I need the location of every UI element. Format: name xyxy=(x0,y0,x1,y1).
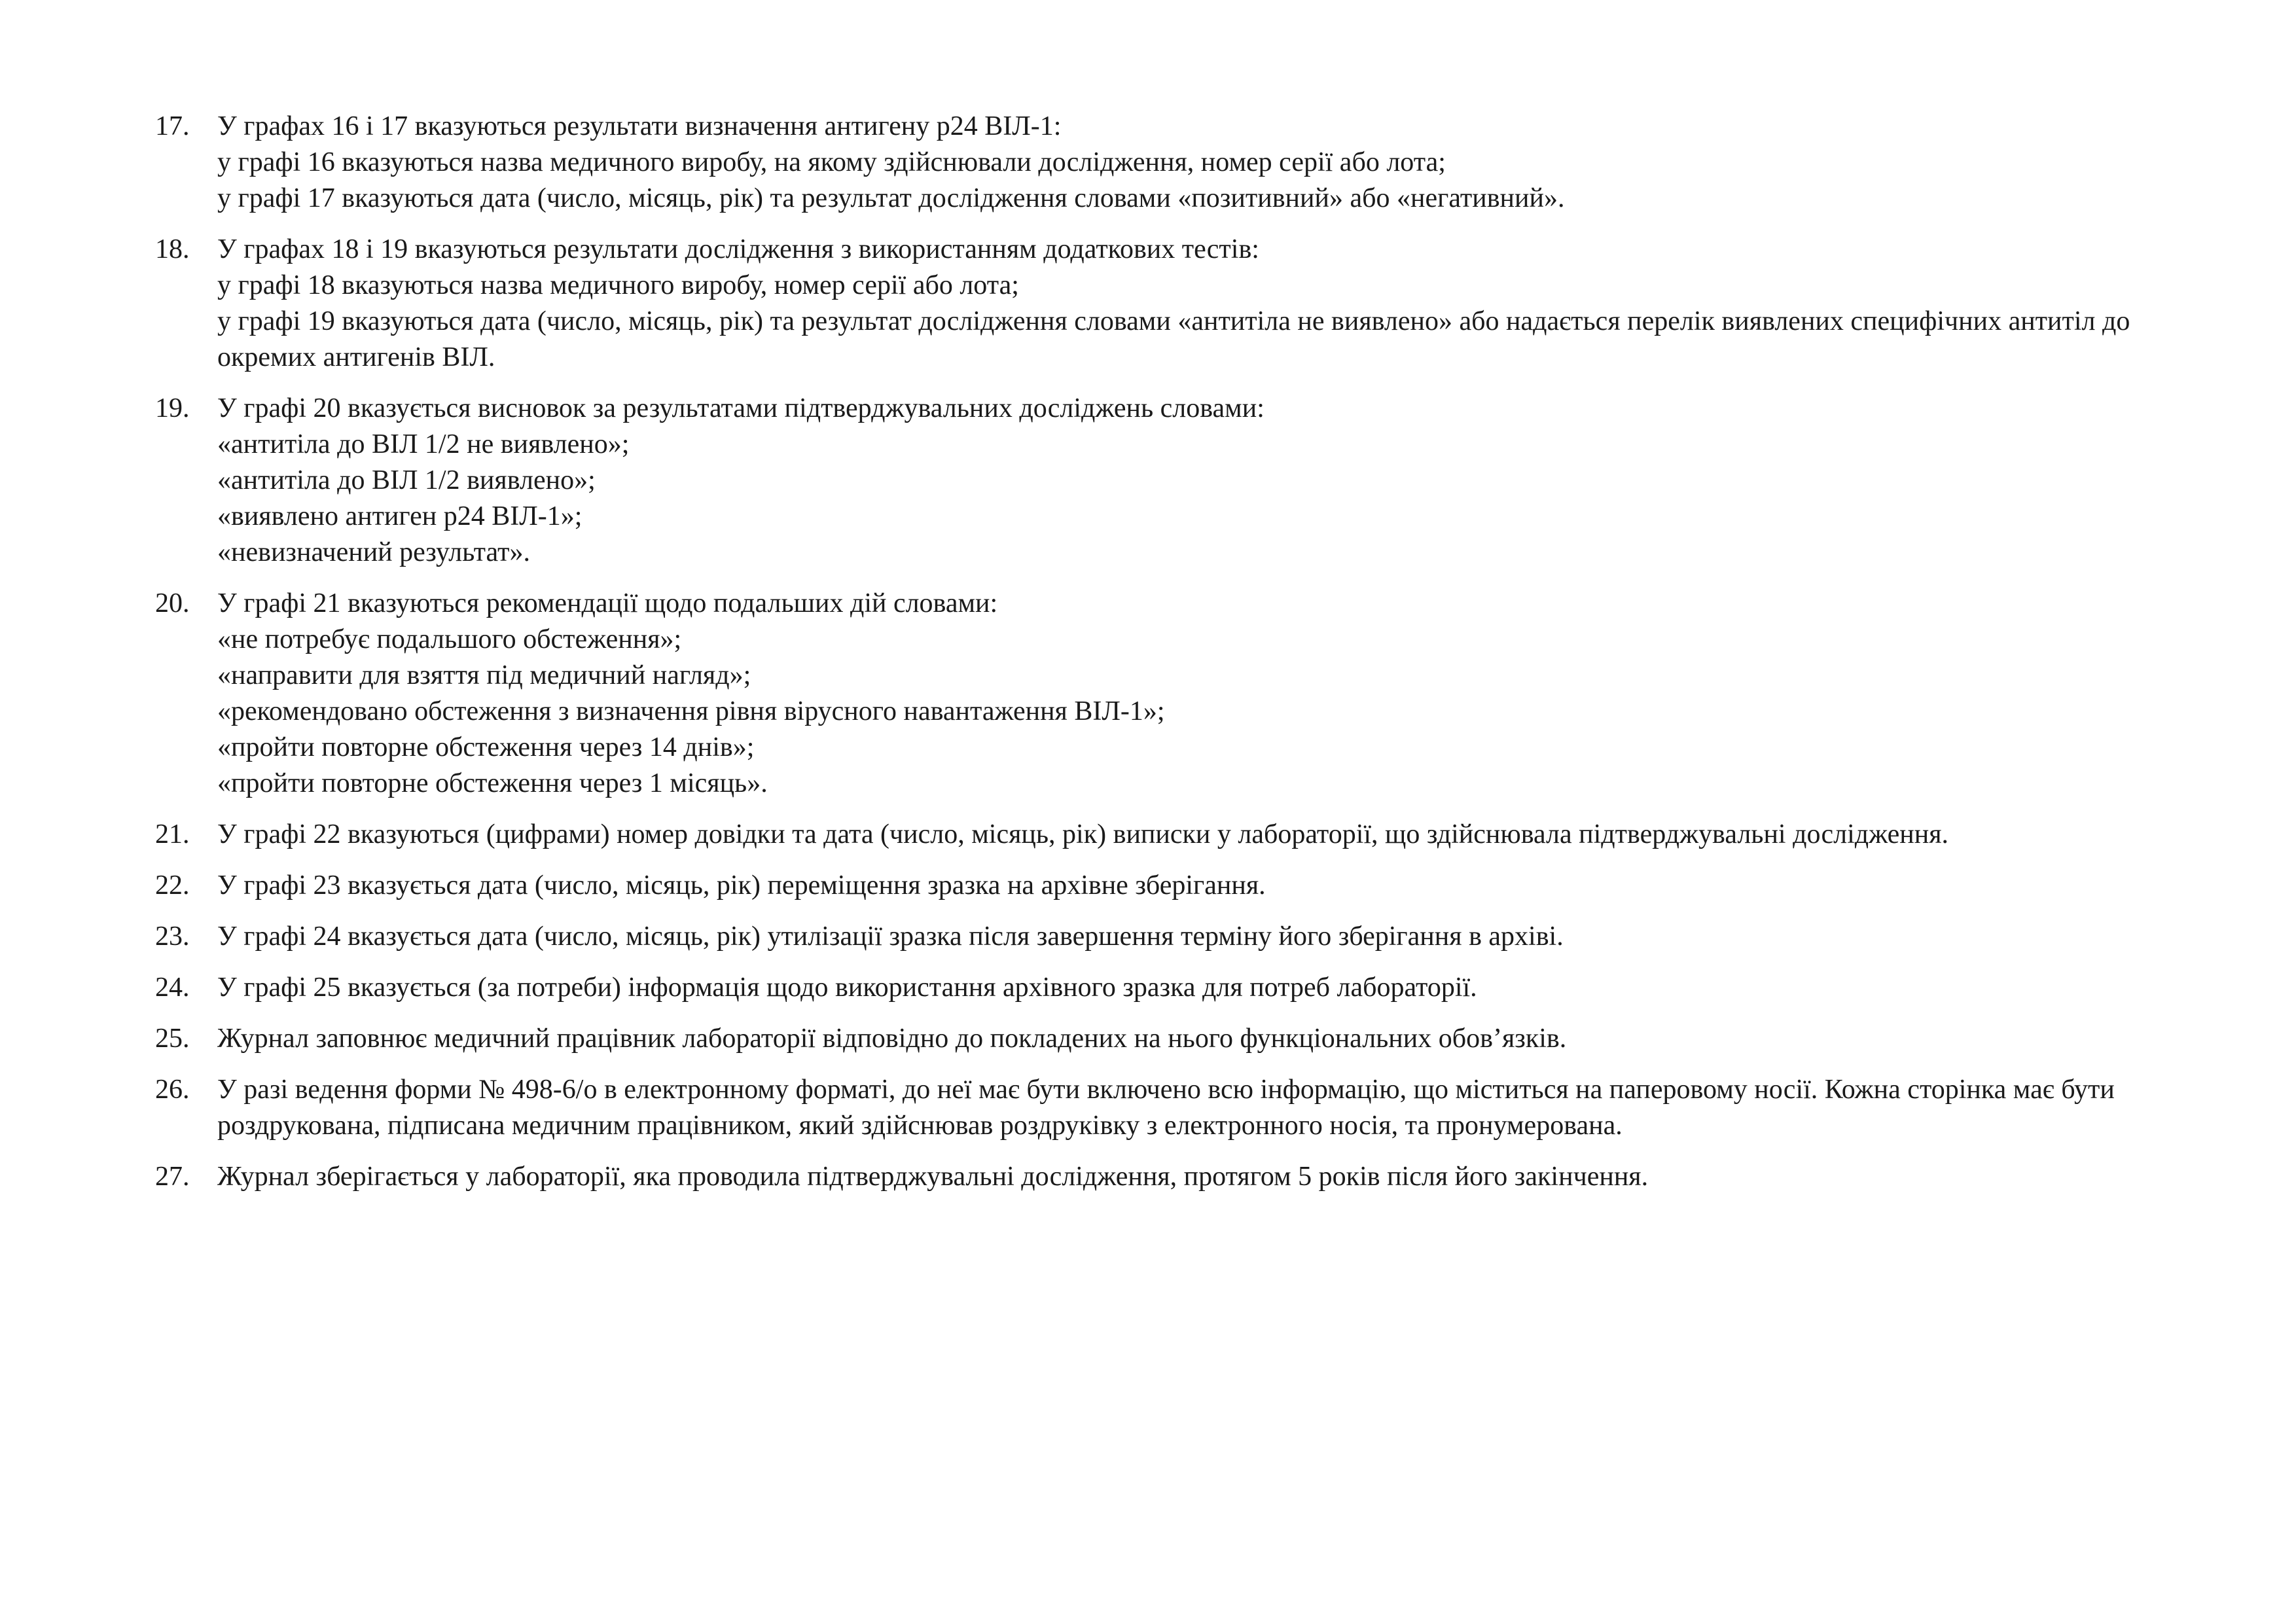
item-text xyxy=(217,1159,2204,1195)
item-line: «направити для взяття під медичний нагляд»; xyxy=(217,660,751,690)
item-line: «пройти повторне обстеження через 1 місяць». xyxy=(217,768,768,798)
list-item-24 xyxy=(155,970,2204,1006)
item-text xyxy=(217,391,2204,571)
list-item-21 xyxy=(155,817,2204,853)
item-number: 19. xyxy=(155,393,190,423)
item-line: У графі 23 вказується дата (число, місяць, рік) переміщення зразка на архівне зберігання. xyxy=(217,870,1266,901)
item-line: «рекомендовано обстеження з визначення рівня вірусного навантаження ВІЛ-1»; xyxy=(217,696,1165,726)
item-number: 23. xyxy=(155,921,190,952)
item-text xyxy=(217,232,2204,376)
item-text xyxy=(217,970,2204,1006)
item-line: У графі 24 вказується дата (число, місяць, рік) утилізації зразка після завершення терміну його зберігання в архіві. xyxy=(217,921,1564,952)
item-text xyxy=(217,586,2204,802)
list-item-27 xyxy=(155,1159,2204,1195)
item-number: 18. xyxy=(155,234,190,264)
item-number: 26. xyxy=(155,1075,190,1105)
item-line: у графі 17 вказуються дата (число, місяць, рік) та результат дослідження словами «позитивний» або «негативний». xyxy=(217,183,1565,213)
item-line: «не потребує подальшого обстеження»; xyxy=(217,624,682,654)
item-line: у графі 19 вказуються дата (число, місяць, рік) та результат дослідження словами «антитіла не виявлено» або надається перелік виявлених специфічних антитіл до окремих антигенів ВІЛ. xyxy=(217,306,2137,372)
document-page xyxy=(155,109,2204,1210)
item-text xyxy=(217,919,2204,955)
list-item-20 xyxy=(155,586,2204,802)
list-item-22 xyxy=(155,868,2204,904)
item-line: «пройти повторне обстеження через 14 днів»; xyxy=(217,732,755,762)
item-text xyxy=(217,1021,2204,1057)
item-number: 27. xyxy=(155,1162,190,1192)
list-item-25 xyxy=(155,1021,2204,1057)
item-text xyxy=(217,109,2204,217)
item-line: «виявлено антиген р24 ВІЛ-1»; xyxy=(217,501,583,531)
item-line: У графі 25 вказується (за потреби) інформація щодо використання архівного зразка для потреб лабораторії. xyxy=(217,972,1477,1003)
item-line: У графі 20 вказується висновок за результатами підтверджувальних досліджень словами: xyxy=(217,393,1265,423)
item-line: «антитіла до ВІЛ 1/2 не виявлено»; xyxy=(217,429,630,459)
item-line: Журнал заповнює медичний працівник лабораторії відповідно до покладених на нього функціональних обов’язків. xyxy=(217,1024,1567,1054)
item-number: 24. xyxy=(155,972,190,1003)
item-line: У разі ведення форми № 498-6/о в електронному форматі, до неї має бути включено всю інформацію, що міститься на паперовому носії. Кожна сторінка має бути роздрукована, підписана медичним працівником, який здійснював роздруківку з електронного носія, та пронумерована. xyxy=(217,1075,2122,1141)
list-item-18 xyxy=(155,232,2204,376)
item-line: Журнал зберігається у лабораторії, яка проводила підтверджувальні дослідження, протягом 5 років після його закінчення. xyxy=(217,1162,1649,1192)
item-line: «невизначений результат». xyxy=(217,537,530,567)
item-line: «антитіла до ВІЛ 1/2 виявлено»; xyxy=(217,465,596,495)
item-number: 21. xyxy=(155,819,190,849)
item-number: 25. xyxy=(155,1024,190,1054)
item-line: У графах 16 і 17 вказуються результати визначення антигену р24 ВІЛ-1: xyxy=(217,111,1062,141)
item-line: У графі 21 вказуються рекомендації щодо подальших дій словами: xyxy=(217,588,998,618)
item-line: У графах 18 і 19 вказуються результати дослідження з використанням додаткових тестів: xyxy=(217,234,1259,264)
item-text xyxy=(217,1072,2204,1144)
item-text xyxy=(217,868,2204,904)
item-line: у графі 18 вказуються назва медичного виробу, номер серії або лота; xyxy=(217,270,1019,300)
list-item-19 xyxy=(155,391,2204,571)
item-number: 17. xyxy=(155,111,190,141)
item-line: у графі 16 вказуються назва медичного виробу, на якому здійснювали дослідження, номер серії або лота; xyxy=(217,147,1446,177)
item-number: 20. xyxy=(155,588,190,618)
item-number: 22. xyxy=(155,870,190,901)
list-item-23 xyxy=(155,919,2204,955)
list-item-17 xyxy=(155,109,2204,217)
list-item-26 xyxy=(155,1072,2204,1144)
item-text xyxy=(217,817,2204,853)
item-line: У графі 22 вказуються (цифрами) номер довідки та дата (число, місяць, рік) виписки у лабораторії, що здійснювала підтверджувальні дослідження. xyxy=(217,819,1949,849)
